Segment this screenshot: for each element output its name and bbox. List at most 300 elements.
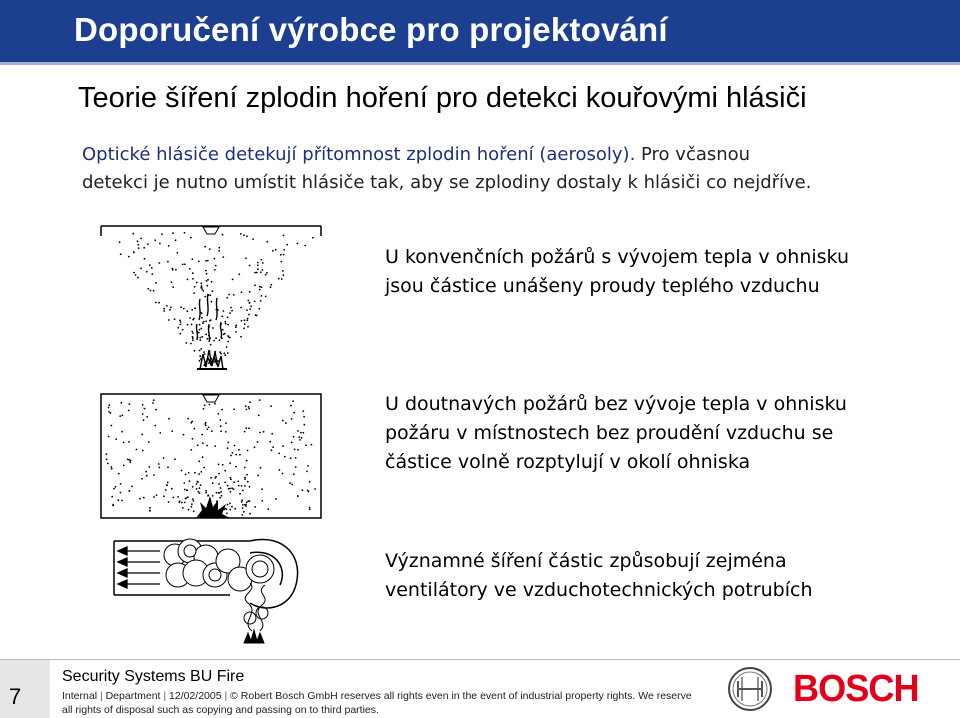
particle — [205, 492, 207, 494]
particle — [197, 481, 199, 483]
flow-arrows — [118, 547, 160, 588]
particle — [174, 458, 176, 460]
particle — [263, 431, 265, 433]
particle — [249, 500, 251, 502]
particle — [230, 455, 232, 457]
particle — [202, 456, 204, 458]
particle — [214, 403, 216, 405]
particle — [257, 441, 259, 443]
conventional-fire-description — [385, 243, 849, 301]
particle — [248, 427, 250, 429]
particle — [312, 237, 314, 239]
particle — [282, 420, 284, 422]
particle — [201, 285, 203, 287]
particle — [169, 309, 171, 311]
particle — [194, 472, 196, 474]
particle — [257, 264, 259, 266]
particle — [193, 292, 195, 294]
particle — [243, 511, 245, 513]
particle — [140, 267, 142, 269]
particle — [246, 235, 248, 237]
particle — [227, 352, 229, 354]
particle — [192, 337, 194, 339]
particle — [181, 470, 183, 472]
particle — [171, 430, 173, 432]
slide-title: Doporučení výrobce pro projektování — [74, 11, 668, 48]
particle — [154, 425, 156, 427]
particle — [188, 509, 190, 511]
particle — [231, 506, 233, 508]
particle — [244, 319, 246, 321]
particle — [201, 312, 203, 314]
particle — [218, 250, 220, 252]
particle — [265, 274, 267, 276]
slide-header — [0, 0, 960, 65]
particle — [112, 505, 114, 507]
particle — [215, 337, 217, 339]
particle — [188, 472, 190, 474]
detector-icon — [203, 395, 219, 402]
particle — [243, 234, 245, 236]
particle — [206, 273, 208, 275]
particle — [133, 251, 135, 253]
particle — [246, 460, 248, 462]
particle — [194, 286, 196, 288]
particle — [249, 265, 251, 267]
particle — [108, 404, 110, 406]
particle — [290, 457, 292, 459]
smouldering-fire-description — [385, 390, 847, 477]
particle — [204, 246, 206, 248]
particle — [136, 449, 138, 451]
particle — [260, 300, 262, 302]
particle — [106, 453, 108, 455]
particle — [233, 488, 235, 490]
particle — [230, 307, 232, 309]
particle — [108, 411, 110, 413]
particle — [143, 497, 145, 499]
particle — [211, 430, 213, 432]
particle — [215, 476, 217, 478]
particle — [155, 409, 157, 411]
particle — [244, 467, 246, 469]
detector-icon — [203, 227, 219, 234]
particle — [226, 297, 228, 299]
particle — [220, 430, 222, 432]
particle — [194, 307, 196, 309]
particle — [153, 290, 155, 292]
particle — [218, 492, 220, 494]
particle — [205, 320, 207, 322]
particle — [184, 489, 186, 491]
particle — [146, 416, 148, 418]
particle — [192, 498, 194, 500]
particle — [241, 291, 243, 293]
particle — [201, 336, 203, 338]
particle — [135, 274, 137, 276]
particle — [233, 481, 235, 483]
smoke-cloud — [164, 539, 274, 591]
duct-ventilation-diagram — [100, 533, 305, 648]
particle — [120, 492, 122, 494]
particle — [199, 360, 201, 362]
particle — [185, 474, 187, 476]
particle — [180, 333, 182, 335]
particle — [130, 460, 132, 462]
particle — [284, 456, 286, 458]
particle — [159, 262, 161, 264]
particle — [223, 310, 225, 312]
particle — [246, 320, 248, 322]
particle — [244, 477, 246, 479]
intro-line2: detekci je nutno umístit hlásiče tak, aby se zplodiny dostaly k hlásiči co nejdříve. — [82, 172, 812, 193]
particle — [196, 488, 198, 490]
conventional-fire-plume-diagram — [100, 224, 322, 372]
particle — [186, 489, 188, 491]
particle — [209, 248, 211, 250]
particle — [183, 308, 185, 310]
particle — [180, 324, 182, 326]
particle — [239, 454, 241, 456]
particle — [200, 348, 202, 350]
particle — [247, 326, 249, 328]
particle — [139, 498, 141, 500]
particle — [149, 264, 151, 266]
particle — [306, 471, 308, 473]
fire-icon — [244, 630, 264, 643]
particle — [207, 279, 209, 281]
slide-subtitle: Teorie šíření zplodin hoření pro detekci kouřovými hlásiči — [78, 82, 807, 114]
particle — [142, 450, 144, 452]
particle — [155, 282, 157, 284]
particle — [247, 481, 249, 483]
particle — [213, 340, 215, 342]
particle — [168, 501, 170, 503]
particle — [238, 273, 240, 275]
particle — [175, 239, 177, 241]
particle — [259, 289, 261, 291]
particle — [185, 342, 187, 344]
particle — [248, 406, 250, 408]
particle — [231, 310, 233, 312]
particle — [297, 430, 299, 432]
particle — [270, 284, 272, 286]
particle — [207, 495, 209, 497]
particle — [202, 322, 204, 324]
particle — [206, 445, 208, 447]
particle — [222, 256, 224, 258]
particle — [190, 343, 192, 345]
particle — [278, 278, 280, 280]
particle — [123, 465, 125, 467]
particle — [227, 341, 229, 343]
particle — [184, 263, 186, 265]
particle — [200, 282, 202, 284]
particle — [200, 471, 202, 473]
particle — [224, 482, 226, 484]
particle — [182, 264, 184, 266]
particle — [210, 319, 212, 321]
particle — [249, 302, 251, 304]
particle — [222, 329, 224, 331]
particle — [149, 510, 151, 512]
particle — [297, 243, 299, 245]
particle — [235, 454, 237, 456]
particle — [146, 475, 148, 477]
particle — [220, 487, 222, 489]
particle — [217, 413, 219, 415]
description-line: Významné šíření částic způsobují zejména — [385, 550, 787, 572]
particle — [111, 425, 113, 427]
particle — [138, 247, 140, 249]
particle — [219, 419, 221, 421]
particle — [190, 449, 192, 451]
particle — [199, 492, 201, 494]
particle — [203, 408, 205, 410]
particle — [108, 436, 110, 438]
particle — [127, 459, 129, 461]
particle — [209, 404, 211, 406]
particle — [209, 294, 211, 296]
particle — [211, 301, 213, 303]
legal-department: Department — [105, 690, 161, 702]
particle — [177, 327, 179, 329]
particle — [294, 449, 296, 451]
particle — [111, 468, 113, 470]
particle — [201, 317, 203, 319]
particle — [158, 463, 160, 465]
particle — [229, 337, 231, 339]
particle — [204, 404, 206, 406]
description-line: částice volně rozptylují v okolí ohniska — [385, 451, 751, 473]
particle — [216, 492, 218, 494]
particle — [119, 241, 121, 243]
particle — [254, 301, 256, 303]
particle — [192, 339, 194, 341]
particle — [218, 247, 220, 249]
particle — [203, 321, 205, 323]
particle — [262, 269, 264, 271]
footer-company: Security Systems BU Fire — [62, 668, 245, 685]
particle — [106, 459, 108, 461]
particle — [202, 290, 204, 292]
fire-icon — [196, 294, 227, 369]
particle — [309, 481, 311, 483]
particle — [230, 491, 232, 493]
particle — [233, 408, 235, 410]
particle — [187, 324, 189, 326]
particle — [148, 466, 150, 468]
particle — [189, 317, 191, 319]
particle — [282, 473, 284, 475]
particle — [286, 244, 288, 246]
particle — [237, 481, 239, 483]
particle — [218, 464, 220, 466]
particle — [244, 478, 246, 480]
particle — [249, 291, 251, 293]
particle — [247, 318, 249, 320]
particle — [257, 475, 259, 477]
particle — [198, 460, 200, 462]
particle — [283, 254, 285, 256]
legal-date: 12/02/2005 — [169, 690, 222, 702]
particle — [223, 352, 225, 354]
particle — [187, 496, 189, 498]
particle — [168, 319, 170, 321]
particle — [193, 510, 195, 512]
particle — [261, 488, 263, 490]
particle — [297, 449, 299, 451]
particle — [144, 258, 146, 260]
particle — [196, 282, 198, 284]
particle — [224, 354, 226, 356]
particle — [200, 287, 202, 289]
particle — [198, 491, 200, 493]
particle — [241, 485, 243, 487]
particle — [229, 488, 231, 490]
particle — [151, 273, 153, 275]
particle — [226, 346, 228, 348]
particle — [219, 339, 221, 341]
particle — [192, 438, 194, 440]
particle — [238, 485, 240, 487]
particle — [201, 434, 203, 436]
particle — [230, 479, 232, 481]
particle — [283, 235, 285, 237]
particle — [206, 285, 208, 287]
particle — [246, 309, 248, 311]
particle — [215, 265, 217, 267]
particle — [182, 507, 184, 509]
page-number: 7 — [9, 684, 22, 709]
particle — [128, 441, 130, 443]
particle — [281, 278, 283, 280]
particle — [115, 486, 117, 488]
page-number-box — [0, 660, 50, 718]
particle — [115, 438, 117, 440]
particle — [246, 409, 248, 411]
particle — [190, 237, 192, 239]
particle — [205, 425, 207, 427]
particle — [244, 504, 246, 506]
particle — [304, 245, 306, 247]
particle — [245, 405, 247, 407]
particle — [159, 243, 161, 245]
particle — [120, 402, 122, 404]
description-line: U konvenčních požárů s vývojem tepla v ohnisku — [385, 246, 850, 268]
particle — [198, 261, 200, 263]
particle — [241, 501, 243, 503]
particle — [225, 323, 227, 325]
particle — [242, 504, 244, 506]
particle — [267, 508, 269, 510]
particle — [165, 489, 167, 491]
particle — [250, 305, 252, 307]
particle — [146, 271, 148, 273]
particle — [248, 314, 250, 316]
particle — [121, 431, 123, 433]
particle — [261, 286, 263, 288]
particle — [270, 286, 272, 288]
particle — [158, 302, 160, 304]
particle — [233, 294, 235, 296]
particle — [246, 502, 248, 504]
particle — [239, 493, 241, 495]
particle — [163, 457, 165, 459]
particle — [260, 259, 262, 261]
particle — [254, 506, 256, 508]
particle — [225, 422, 227, 424]
particle — [227, 504, 229, 506]
particle — [254, 284, 256, 286]
particle — [262, 262, 264, 264]
particle — [212, 327, 214, 329]
particle — [142, 413, 144, 415]
particle — [120, 253, 122, 255]
particle — [254, 446, 256, 448]
particle — [249, 513, 251, 515]
particle — [229, 503, 231, 505]
particle — [198, 473, 200, 475]
particle — [218, 473, 220, 475]
particle — [191, 309, 193, 311]
particle — [172, 286, 174, 288]
particle — [205, 260, 207, 262]
particle — [189, 268, 191, 270]
particle — [271, 449, 273, 451]
particle — [232, 452, 234, 454]
particle — [154, 239, 156, 241]
legal-copyright: © Robert Bosch GmbH reserves all rights even in the event of industrial property rights. We reserve all rights of disposal such as copying and passing on to third parties. — [62, 690, 692, 716]
smoke-particles — [119, 232, 314, 364]
particle — [205, 422, 207, 424]
particle — [305, 444, 307, 446]
particle — [181, 502, 183, 504]
particle — [256, 272, 258, 274]
particle — [122, 415, 124, 417]
particle — [172, 268, 174, 270]
particle — [147, 288, 149, 290]
particle — [229, 312, 231, 314]
bosch-wordmark: BOSCH — [793, 668, 919, 710]
particle — [176, 252, 178, 254]
particle — [172, 497, 174, 499]
particle — [227, 324, 229, 326]
particle — [166, 484, 168, 486]
particle — [289, 482, 291, 484]
legal-classification: Internal — [62, 690, 98, 702]
particle — [108, 407, 110, 409]
particle — [269, 441, 271, 443]
particle — [243, 327, 245, 329]
particle — [295, 457, 297, 459]
particle — [128, 256, 130, 258]
particle — [272, 446, 274, 448]
particle — [210, 344, 212, 346]
particle — [252, 238, 254, 240]
footer-legal: Internal | Department | 12/02/2005 | © Robert Bosch GmbH reserves all rights even in the event of industrial property rights. We reserve all rights of disposal such as copying and passing on to third parties. — [62, 690, 692, 716]
particle — [241, 320, 243, 322]
particle — [193, 428, 195, 430]
particle — [314, 488, 316, 490]
particle — [168, 418, 170, 420]
particle — [121, 500, 123, 502]
particle — [212, 482, 214, 484]
particle — [204, 296, 206, 298]
particle — [230, 477, 232, 479]
particle — [226, 508, 228, 510]
particle — [143, 247, 145, 249]
